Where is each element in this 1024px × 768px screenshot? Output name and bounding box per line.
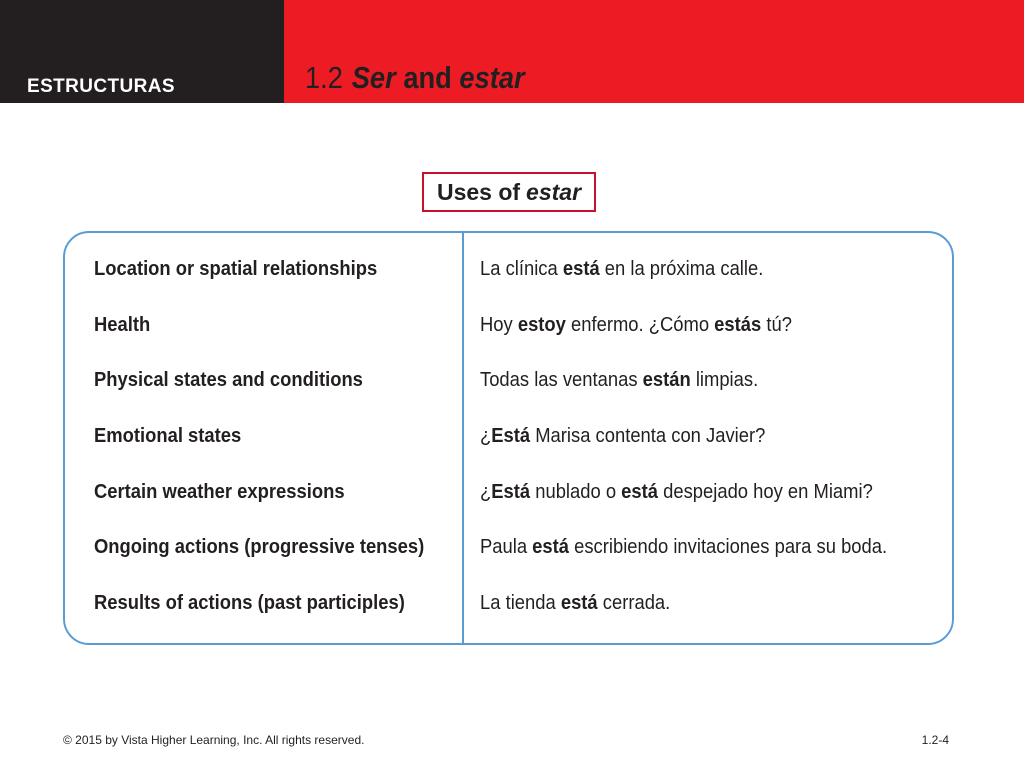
uses-heading-emphasis: estar — [526, 178, 582, 205]
example-text: La tienda — [480, 592, 561, 614]
table-row — [0, 425, 1024, 455]
title-estar: estar — [459, 60, 525, 95]
example-sentence — [480, 258, 763, 281]
example-text: escribiendo invitaciones para su boda. — [569, 536, 888, 558]
example-text: cerrada. — [597, 592, 671, 614]
example-text: Hoy — [480, 314, 518, 336]
table-row — [0, 369, 1024, 399]
estar-form: Está — [491, 425, 531, 447]
example-text: ¿ — [480, 481, 492, 503]
use-label: Ongoing actions (progressive tenses) — [94, 536, 425, 558]
use-label: Physical states and conditions — [94, 369, 363, 391]
example-text: despejado hoy en Miami? — [658, 481, 873, 503]
estar-form: Está — [491, 481, 531, 503]
example-sentence — [480, 314, 792, 337]
example-sentence — [480, 425, 765, 448]
estar-form: está — [621, 481, 659, 503]
estar-form: está — [532, 536, 570, 558]
slide-title — [305, 60, 525, 96]
example-text: limpias. — [690, 369, 759, 391]
estar-form: estoy — [517, 314, 566, 336]
example-sentence — [480, 592, 670, 615]
example-text: ¿ — [480, 425, 492, 447]
estar-form: está — [560, 592, 598, 614]
example-sentence — [480, 536, 887, 559]
table-row — [0, 481, 1024, 511]
use-label: Emotional states — [94, 425, 242, 447]
example-text: La clínica — [480, 258, 563, 280]
use-label: Results of actions (past participles) — [94, 592, 405, 614]
example-text: tú? — [761, 314, 792, 336]
example-text: en la próxima calle. — [599, 258, 764, 280]
example-text: enfermo. ¿Cómo — [565, 314, 715, 336]
example-text: nublado o — [530, 481, 622, 503]
use-label: Health — [94, 314, 151, 336]
page-number: 1.2-4 — [921, 733, 949, 747]
use-label: Certain weather expressions — [94, 481, 345, 503]
title-and: and — [403, 60, 452, 95]
example-text: Todas las ventanas — [480, 369, 643, 391]
estar-form: están — [642, 369, 691, 391]
title-number: 1.2 — [305, 60, 343, 95]
table-row — [0, 536, 1024, 566]
use-label: Location or spatial relationships — [94, 258, 378, 280]
section-label: ESTRUCTURAS — [27, 76, 175, 97]
table-row — [0, 592, 1024, 622]
uses-of-estar-heading — [422, 172, 596, 212]
estar-form: estás — [714, 314, 762, 336]
example-sentence — [480, 369, 758, 392]
estar-form: está — [562, 258, 600, 280]
table-row — [0, 314, 1024, 344]
example-sentence — [480, 481, 873, 504]
table-row — [0, 258, 1024, 288]
example-text: Marisa contenta con Javier? — [530, 425, 766, 447]
copyright-notice: © 2015 by Vista Higher Learning, Inc. All rights reserved. — [63, 733, 365, 747]
uses-heading-prefix: Uses of — [436, 178, 521, 205]
title-ser: Ser — [351, 60, 396, 95]
example-text: Paula — [480, 536, 533, 558]
